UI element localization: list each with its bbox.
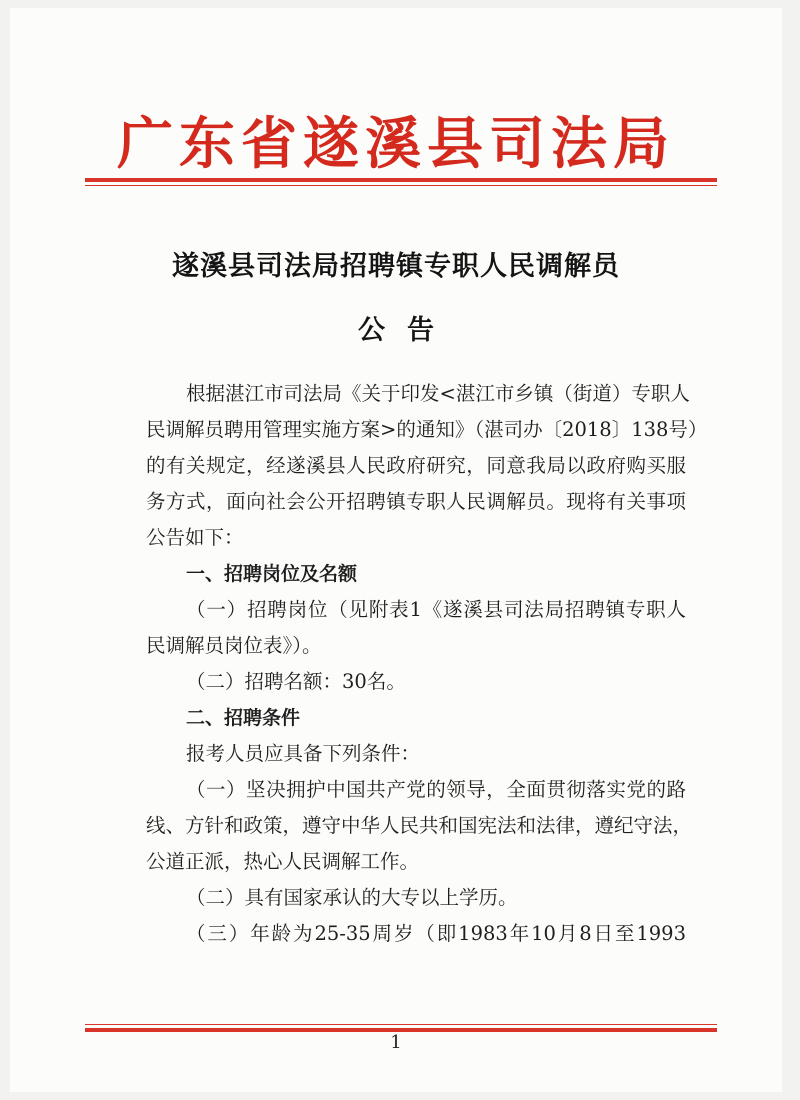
body-line: 公道正派，热心人民调解工作。 xyxy=(146,850,420,873)
section-heading: 一、招聘岗位及名额 xyxy=(186,563,358,585)
notice-subtitle: 公告 xyxy=(358,315,456,346)
body-line: （二）招聘名额：30名。 xyxy=(186,670,406,693)
footer-rule xyxy=(85,1024,717,1032)
body-line: （二）具有国家承认的大专以上学历。 xyxy=(186,886,518,909)
body-line: （一）招聘岗位（见附表1《遂溪县司法局招聘镇专职人 xyxy=(186,598,686,621)
page-number: 1 xyxy=(390,1032,402,1053)
letterhead-rule xyxy=(85,178,717,186)
body-line: 务方式，面向社会公开招聘镇专职人民调解员。现将有关事项 xyxy=(146,490,686,513)
body-line: 民调解员岗位表》）。 xyxy=(146,634,322,657)
letterhead-title: 广东省遂溪县司法局 xyxy=(117,111,675,177)
body-line: 报考人员应具备下列条件： xyxy=(186,742,421,765)
body-line: 线、方针和政策，遵守中华人民共和国宪法和法律，遵纪守法， xyxy=(146,814,693,837)
notice-body xyxy=(146,376,708,952)
body-line: 公告如下： xyxy=(146,526,244,549)
notice-title: 遂溪县司法局招聘镇专职人民调解员 xyxy=(172,251,620,282)
body-line: 民调解员聘用管理实施方案>的通知》（湛司办〔2018〕138号） xyxy=(146,418,708,441)
document-page xyxy=(10,8,782,1092)
body-line: （三）年龄为25-35周岁（即1983年10月8日至1993 xyxy=(186,922,686,945)
section-heading: 二、招聘条件 xyxy=(186,707,301,729)
body-line: 根据湛江市司法局《关于印发<湛江市乡镇（街道）专职人 xyxy=(186,382,690,405)
body-line: （一）坚决拥护中国共产党的领导，全面贯彻落实党的路 xyxy=(186,778,686,801)
body-line: 的有关规定，经遂溪县人民政府研究，同意我局以政府购买服 xyxy=(146,454,686,477)
